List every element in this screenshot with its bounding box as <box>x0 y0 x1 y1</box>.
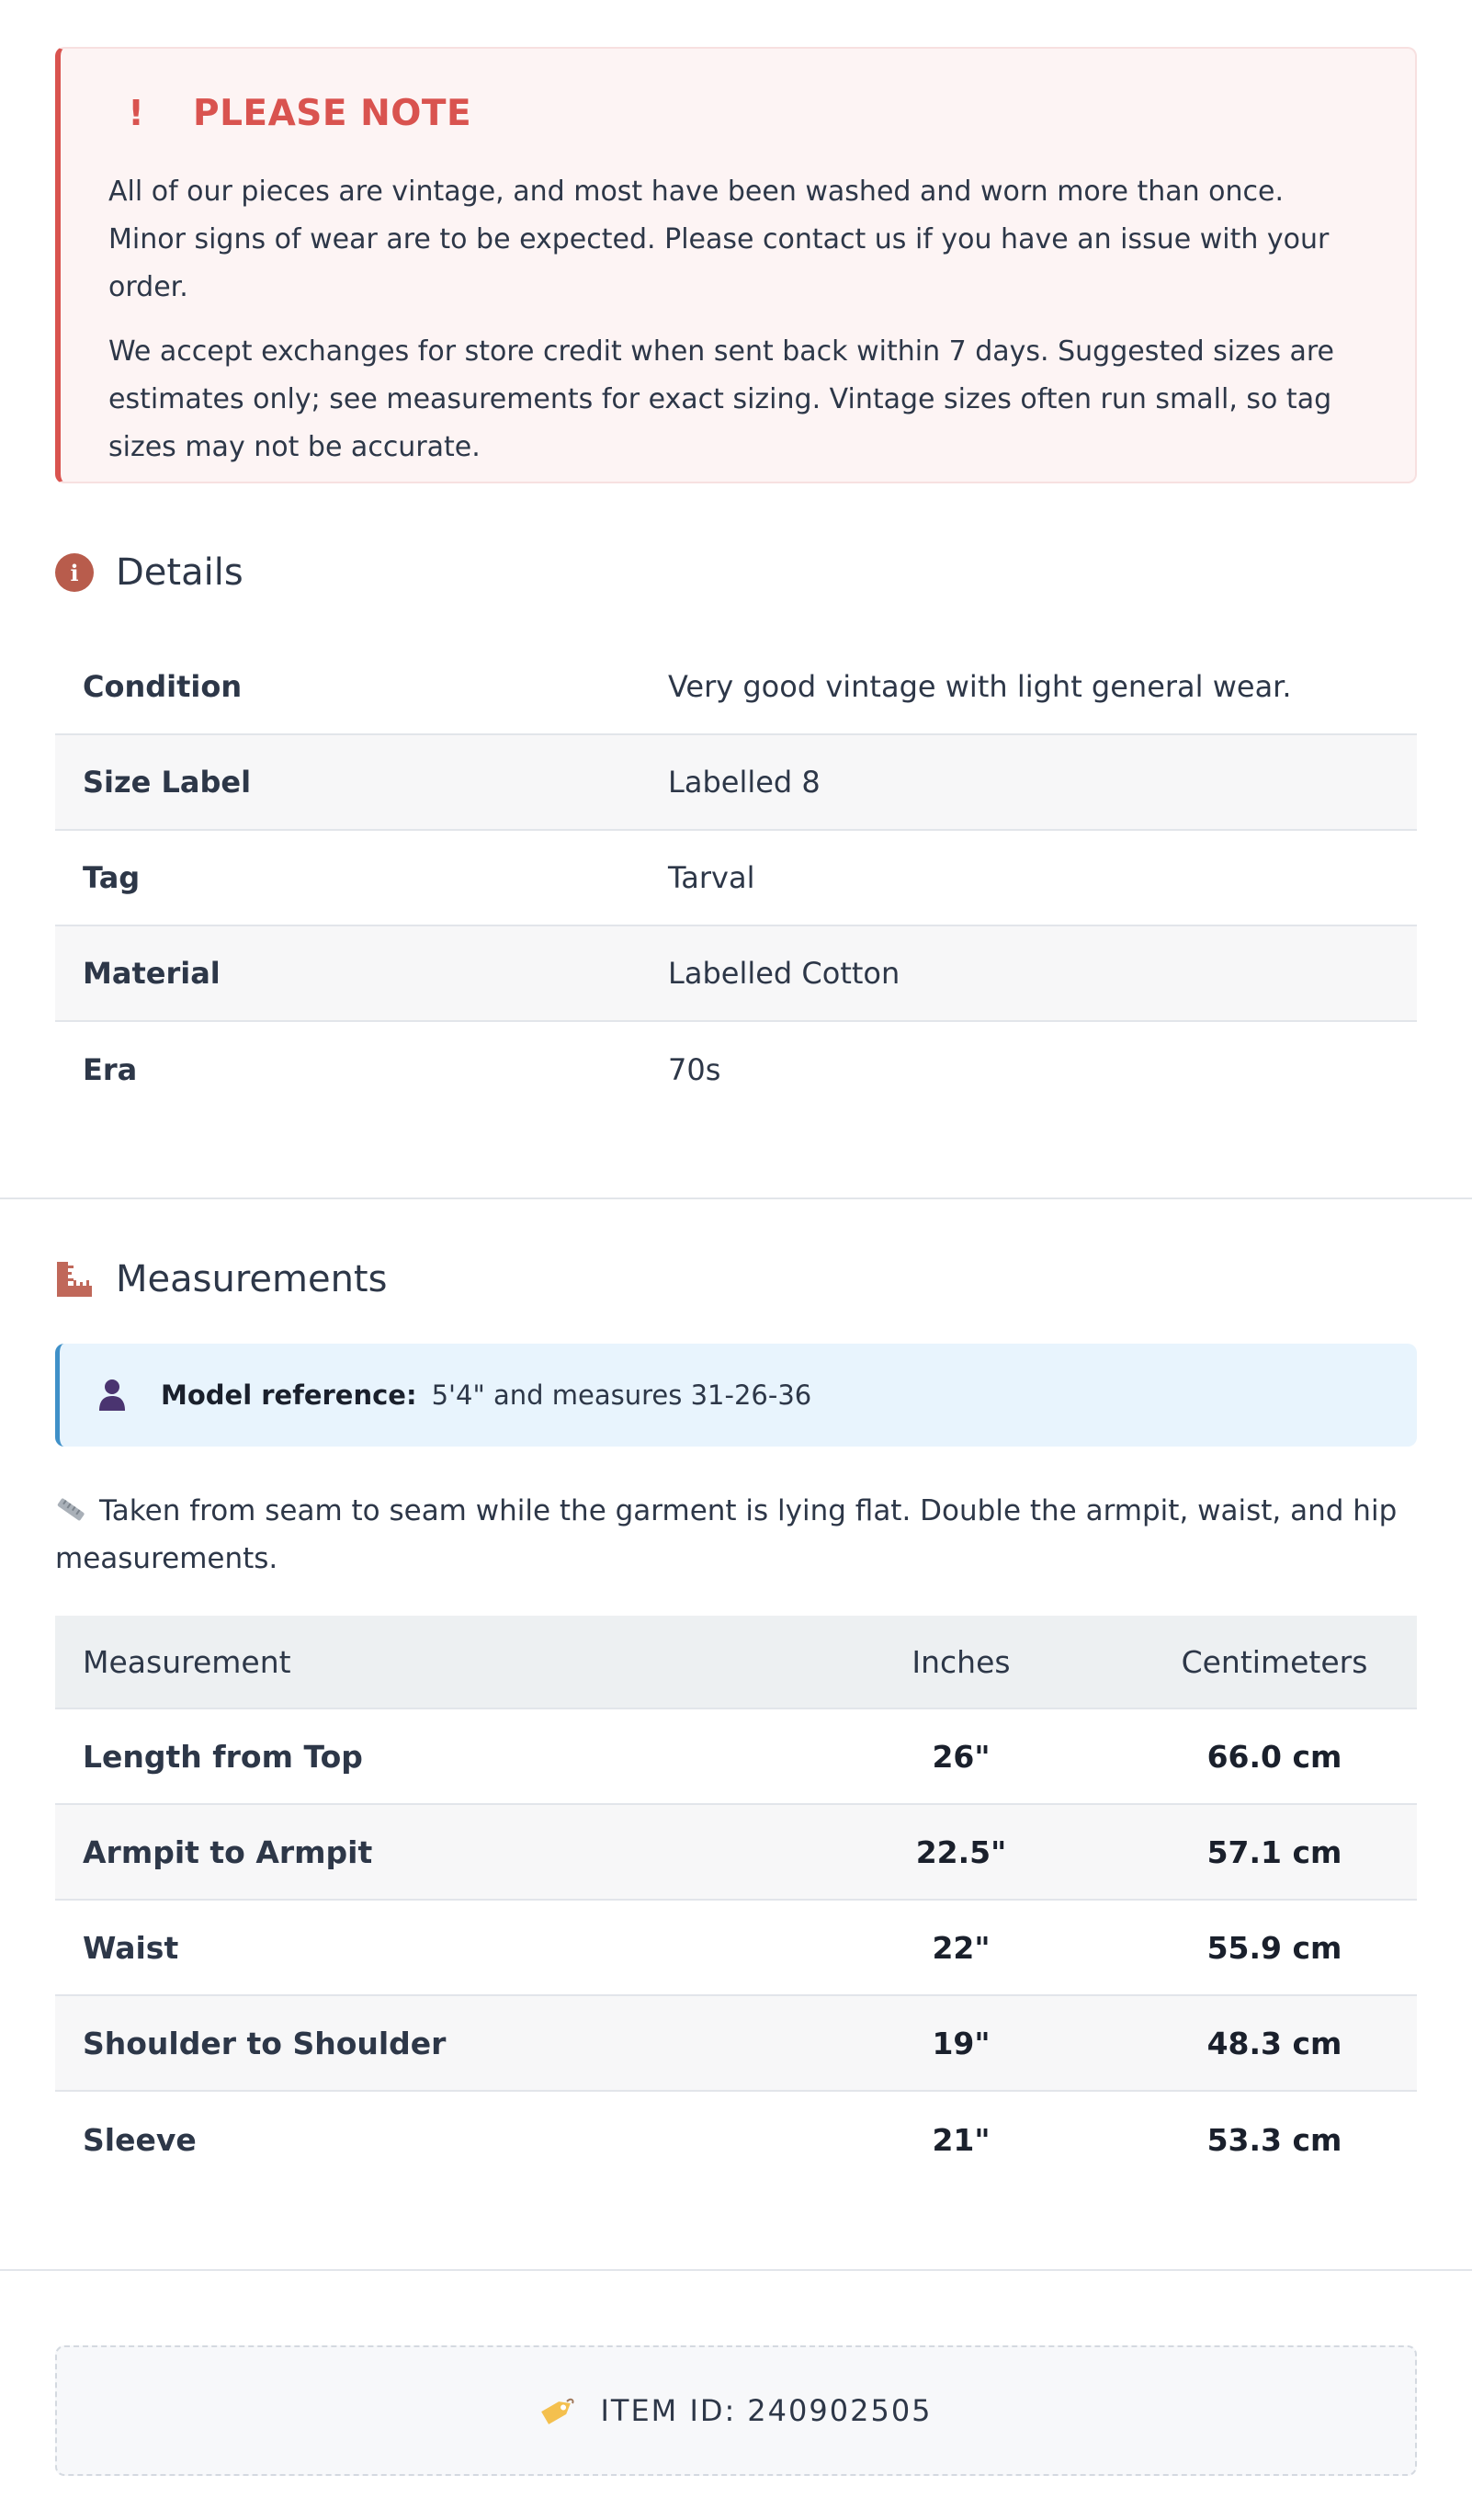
details-row <box>55 926 1417 1022</box>
item-id-box <box>55 2345 1417 2476</box>
person-icon <box>96 1378 128 1413</box>
please-note-box <box>55 47 1417 483</box>
ruler-icon <box>55 1260 94 1299</box>
exclamation-icon: ! <box>128 93 144 133</box>
table-header-row <box>55 1616 1417 1709</box>
details-key: Condition <box>83 669 243 704</box>
model-reference-label: Model reference: <box>161 1379 417 1411</box>
details-key: Era <box>83 1052 138 1087</box>
table-row <box>55 1996 1417 2092</box>
column-header-measurement: Measurement <box>83 1643 291 1680</box>
details-row <box>55 831 1417 926</box>
measurement-name: Length from Top <box>83 1738 363 1775</box>
item-id-label: ITEM ID: <box>600 2393 737 2428</box>
section-divider <box>0 1198 1472 1199</box>
tag-icon <box>539 2394 576 2427</box>
measurement-cm: 66.0 cm <box>1206 1738 1342 1775</box>
pencil-icon <box>55 1496 88 1524</box>
measurement-name: Shoulder to Shoulder <box>83 2025 447 2061</box>
column-header-inches: Inches <box>912 1643 1011 1680</box>
measurement-cm: 57.1 cm <box>1206 1833 1342 1870</box>
note-paragraph: All of our pieces are vintage, and most have been washed and worn more than once. Minor signs of wear are to be expected. Please contact us if you have an issue with your order. <box>108 176 1330 303</box>
measurement-inches: 19" <box>932 2025 991 2061</box>
details-value: Labelled Cotton <box>668 956 900 991</box>
note-paragraph: We accept exchanges for store credit when sent back within 7 days. Suggested sizes are estimates only; see measurements for exact sizing. Vintage sizes often run small, so tag sizes may not be accurate. <box>108 335 1335 463</box>
details-key: Material <box>83 956 221 991</box>
details-row <box>55 640 1417 735</box>
column-header-centimeters: Centimeters <box>1181 1643 1368 1680</box>
measurement-inches: 21" <box>932 2121 991 2158</box>
measurement-inches: 22" <box>932 1929 991 1966</box>
info-icon: i <box>55 553 94 592</box>
details-row <box>55 735 1417 831</box>
details-table <box>55 640 1417 1118</box>
table-row <box>55 1805 1417 1901</box>
measurement-instructions <box>55 1487 1417 1583</box>
table-row <box>55 2092 1417 2187</box>
details-title: Details <box>116 551 243 594</box>
details-value: Labelled 8 <box>668 765 821 800</box>
details-value: 70s <box>668 1052 721 1087</box>
measurements-table <box>55 1616 1417 2187</box>
item-id-value: 240902505 <box>747 2393 933 2428</box>
measurement-name: Waist <box>83 1929 179 1966</box>
details-header <box>55 551 243 594</box>
details-key: Tag <box>83 860 141 895</box>
measurements-title: Measurements <box>116 1258 388 1300</box>
measurement-name: Sleeve <box>83 2121 197 2158</box>
model-reference-box <box>55 1344 1417 1447</box>
details-row <box>55 1022 1417 1118</box>
measurements-header <box>55 1258 387 1300</box>
table-row <box>55 1901 1417 1996</box>
measurement-cm: 48.3 cm <box>1206 2025 1342 2061</box>
model-reference-value: 5'4" and measures 31-26-36 <box>431 1379 812 1411</box>
measurement-inches: 22.5" <box>915 1833 1007 1870</box>
details-value: Very good vintage with light general wear. <box>668 669 1292 704</box>
details-key: Size Label <box>83 765 252 800</box>
note-title: PLEASE NOTE <box>193 92 472 134</box>
table-row <box>55 1709 1417 1805</box>
measurement-instructions-text: Taken from seam to seam while the garment is lying flat. Double the armpit, waist, and hip measurements. <box>55 1494 1398 1575</box>
details-value: Tarval <box>668 860 755 895</box>
measurement-cm: 53.3 cm <box>1206 2121 1342 2158</box>
measurement-cm: 55.9 cm <box>1206 1929 1342 1966</box>
measurement-name: Armpit to Armpit <box>83 1833 373 1870</box>
section-divider <box>0 2269 1472 2271</box>
measurement-inches: 26" <box>932 1738 991 1775</box>
note-header <box>108 92 1367 134</box>
